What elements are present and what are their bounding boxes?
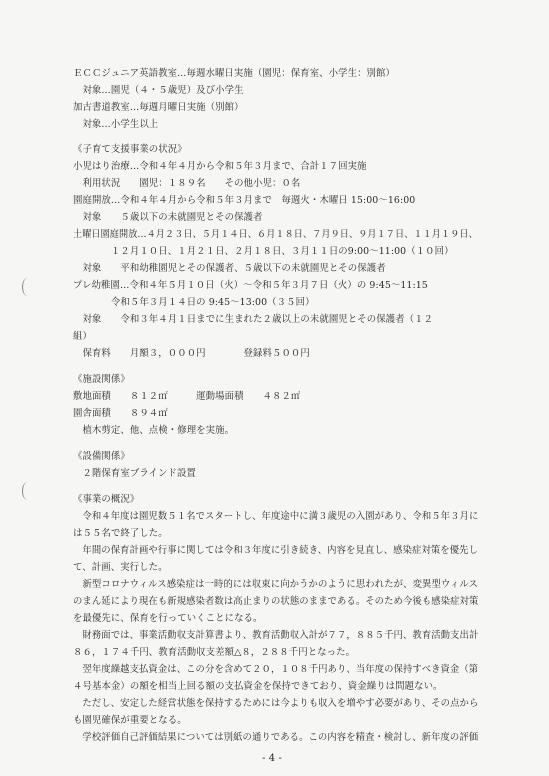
text-line: 年間の保育計画や行事に関しては令和３年度に引き続き、内容を見直し、感染症対策を優先し	[73, 545, 479, 556]
text-line: 土曜日園庭開放…４月２３日、５月１４日、６月１８日、７月９日、９月１７日、１１月１９日、	[73, 229, 478, 240]
text-line: 小児はり治療…令和４年４月から令和５年３月まで、合計１７回実施	[73, 161, 367, 172]
section-heading: 《設備関係》	[73, 451, 130, 462]
text-line: 敷地面積 ８１２㎡ 運動場面積 ４８２㎡	[73, 391, 301, 402]
text-line: ４号基本金）の額を相当上回る額の支払資金を保持できており、資金繰りは問題ない。	[73, 681, 443, 692]
text-line: 対象 令和３年４月１日までに生まれた２歳以上の未就園児とその保護者（１２	[73, 314, 434, 325]
text-line: ただし、安定した経営状態を保持するためには今よりも収入を増やす必要があり、その点から	[73, 698, 479, 709]
text-line: 対象…園児（４・５歳児）及び小学生	[73, 85, 244, 96]
section-heading: 《子育て支援事業の状況》	[73, 144, 187, 155]
section-heading: 《事業の概況》	[73, 494, 140, 505]
text-line: も園児確保が重要となる。	[73, 715, 187, 726]
text-line: 対象 ５歳以下の未就園児とその保護者	[73, 212, 263, 223]
text-line: を最優先に、保育を行っていくことになる。	[73, 613, 263, 624]
text-line: のまん延により現在も新規感染者数は高止まりの状態のままである。そのため今後も感染症対策	[73, 596, 479, 607]
text-line: 園庭開放…令和４年４月から令和５年３月まで 毎週火・木曜日 15:00～16:00	[73, 195, 416, 206]
text-line: ８６，１７４千円、教育活動収支差額△８，２８８千円となった。	[73, 647, 356, 658]
text-line: 令和５年３月１４日の 9:45～13:00（３５回）	[73, 297, 315, 308]
text-line: は５５名で終了した。	[73, 528, 168, 539]
section-heading: 《施設関係》	[73, 374, 130, 385]
text-line: 翌年度繰越支払資金は、この分を含めて２０，１０８千円あり、当年度の保持すべき資金（第	[73, 664, 479, 675]
text-line: 学校評価自己評価結果については別紙の通りである。この内容を精査・検討し、新年度の評価	[73, 732, 479, 743]
text-line: 組）	[73, 331, 92, 342]
text-line: 新型コロナウィルス感染症は一時的には収束に向かうかのように思われたが、変異型ウィルス	[73, 579, 478, 590]
text-line: 財務面では、事業活動収支計算書より、教育活動収入計が７７，８８５千円、教育活動支出計	[73, 630, 479, 641]
punch-hole-mark	[22, 482, 33, 500]
text-line: １２月１０日、１月２１日、２月１８日、３月１１日の9:00～11:00（１０回）	[73, 246, 454, 257]
text-line: 対象…小学生以上	[73, 119, 159, 130]
text-line: 植木剪定、他、点検・修理を実施。	[73, 425, 235, 436]
text-line: 利用状況 園児：１８９名 その他小児：０名	[73, 178, 301, 189]
text-line: 令和４年度は園児数５１名でスタートし、年度途中に満３歳児の入園があり、令和５年３月に	[73, 511, 479, 522]
text-line: 対象 平和幼稚園児とその保護者、５歳以下の未就園児とその保護者	[73, 263, 386, 274]
text-line: プレ幼稚園…令和４年５月１０日（火）～令和５年３月７日（火）の 9:45～11:15	[73, 280, 428, 291]
text-line: ＥＣＣジュニア英語教室…毎週水曜日実施（園児：保育室、小学生：別館）	[73, 68, 395, 79]
text-line: て、計画、実行した。	[73, 562, 168, 573]
page-number: - 4 -	[262, 753, 282, 764]
text-line: 保育料 月額３，０００円 登録料５００円	[73, 348, 310, 359]
text-line: ２階保育室ブラインド設置	[73, 468, 196, 479]
text-line: 園舎面積 ８９４㎡	[73, 408, 168, 419]
text-line: 加古書道教室…毎週月曜日実施（別館）	[73, 102, 244, 113]
punch-hole-mark	[22, 278, 33, 296]
